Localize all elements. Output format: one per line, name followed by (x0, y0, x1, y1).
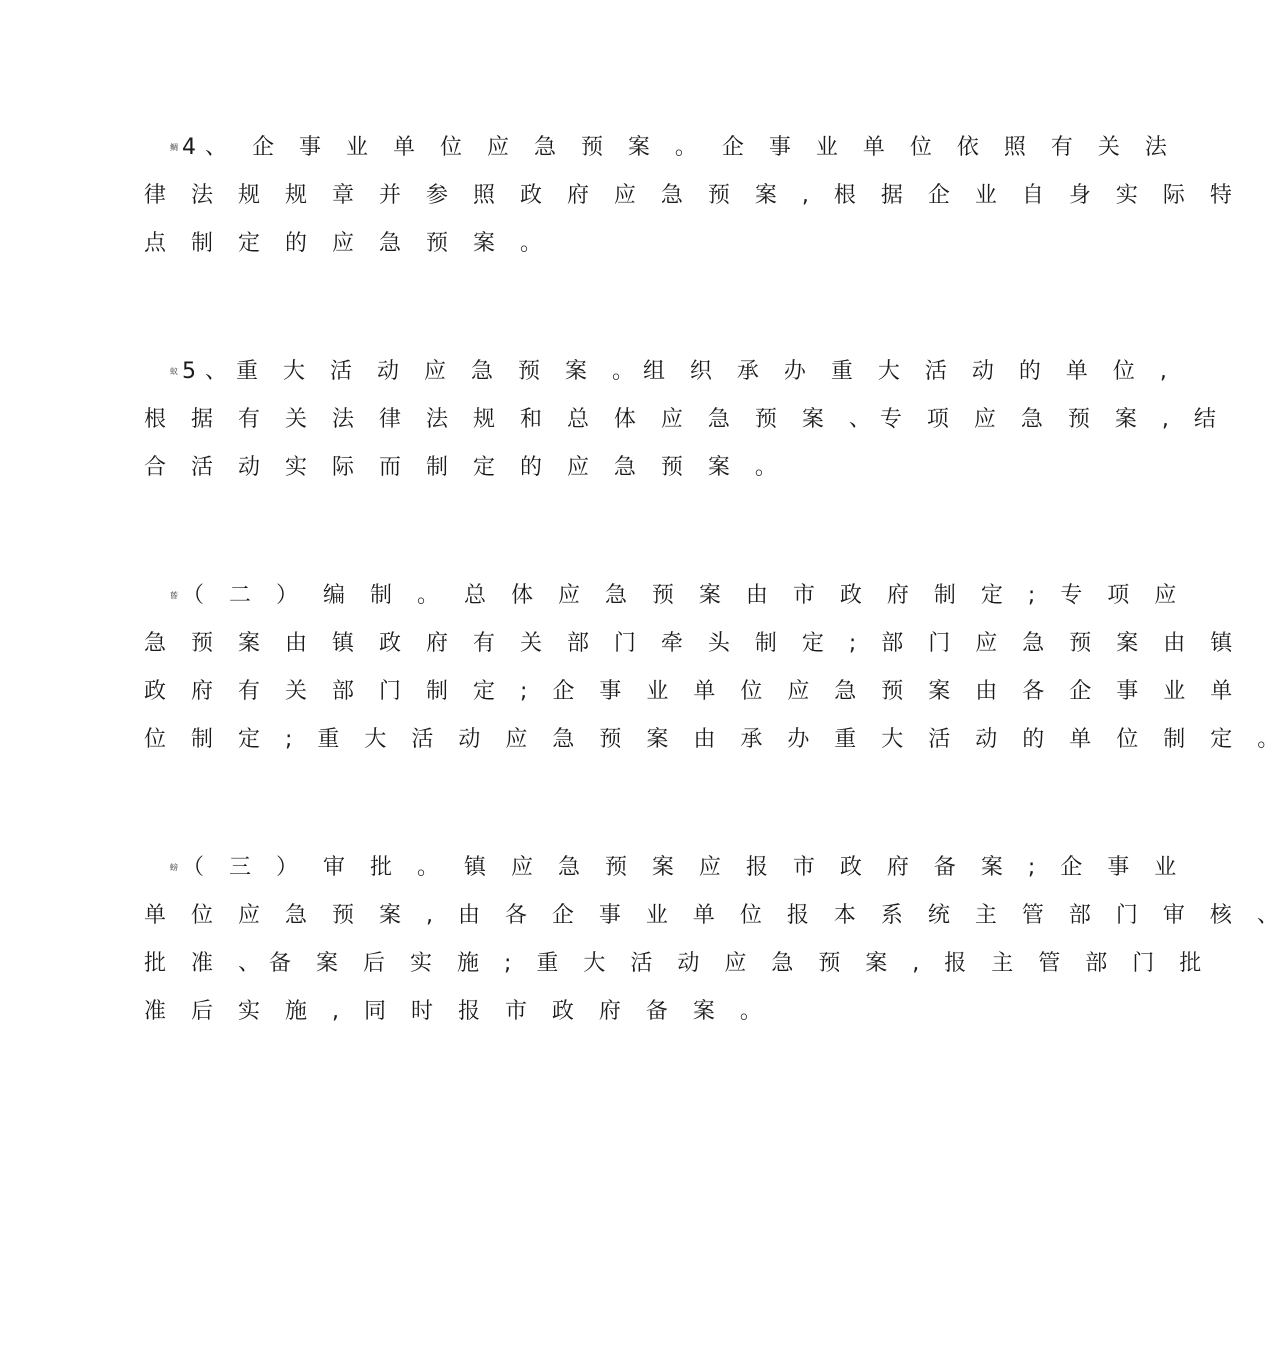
paragraph-line: 合 活 动 实 际 而 制 定 的 应 急 预 案 。 (144, 455, 786, 480)
line-text: 5、重 大 活 动 应 急 预 案 。组 织 承 办 重 大 活 动 的 单 位 , (182, 359, 1176, 384)
paragraph-marker: 鲷 (170, 143, 178, 152)
paragraph-compilation (144, 572, 1288, 764)
paragraph-line: 位 制 定 ; 重 大 活 动 应 急 预 案 由 承 办 重 大 活 动 的 单 位 制 定 。 (144, 727, 1288, 752)
paragraph-line (144, 844, 1186, 892)
line-text: 4、 企 事 业 单 位 应 急 预 案 。 企 事 业 单 位 依 照 有 关 法 (182, 135, 1176, 160)
paragraph-line: 单 位 应 急 预 案 , 由 各 企 事 业 单 位 报 本 系 统 主 管 部 门 审 核 、 (144, 903, 1288, 928)
paragraph-line: 准 后 实 施 , 同 时 报 市 政 府 备 案 。 (144, 999, 771, 1024)
line-text: （ 三 ） 审 批 。 镇 应 急 预 案 应 报 市 政 府 备 案 ; 企 事 业 (182, 855, 1186, 880)
paragraph-line (144, 572, 1186, 620)
paragraph-marker: 蒈 (170, 591, 178, 600)
paragraph-marker: 蚁 (170, 367, 178, 376)
paragraph-line: 批 准 、备 案 后 实 施 ; 重 大 活 动 应 急 预 案 , 报 主 管 部 门 批 (144, 951, 1211, 976)
paragraph-major-event-plans (144, 348, 1225, 492)
line-text: （ 二 ） 编 制 。 总 体 应 急 预 案 由 市 政 府 制 定 ; 专 项 应 (182, 583, 1186, 608)
paragraph-line (144, 124, 1176, 172)
paragraph-approval (144, 844, 1288, 1036)
paragraph-line: 政 府 有 关 部 门 制 定 ; 企 事 业 单 位 应 急 预 案 由 各 企 事 业 单 (144, 679, 1242, 704)
paragraph-line: 根 据 有 关 法 律 法 规 和 总 体 应 急 预 案 、专 项 应 急 预 案 , 结 (144, 407, 1225, 432)
paragraph-line: 点 制 定 的 应 急 预 案 。 (144, 231, 551, 256)
paragraph-enterprise-plans (144, 124, 1241, 268)
paragraph-line: 律 法 规 规 章 并 参 照 政 府 应 急 预 案 , 根 据 企 业 自 身 实 际 特 (144, 183, 1241, 208)
paragraph-marker: 螃 (170, 863, 178, 872)
paragraph-line: 急 预 案 由 镇 政 府 有 关 部 门 牵 头 制 定 ; 部 门 应 急 预 案 由 镇 (144, 631, 1242, 656)
paragraph-line (144, 348, 1176, 396)
